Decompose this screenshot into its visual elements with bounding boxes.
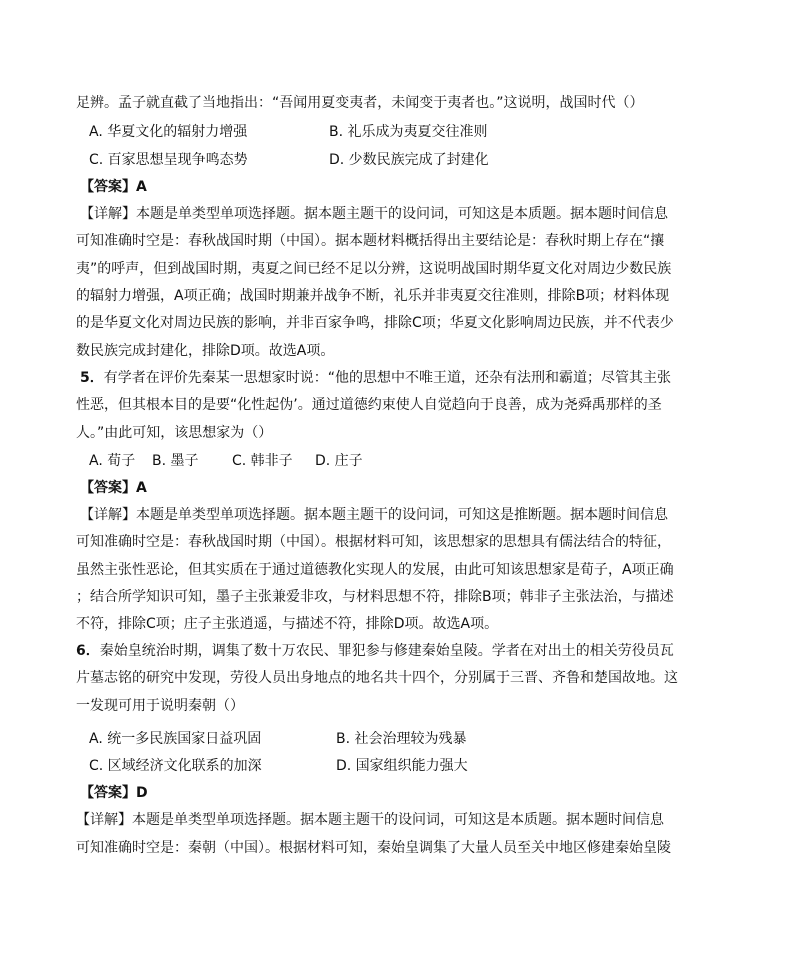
q6-option-d: D. 国家组织能力强大 [336, 758, 468, 774]
q4-option-d: D. 少数民族完成了封建化 [329, 152, 489, 168]
q4-stem-tail: 足辨。孟子就直截了当地指出：“吾闻用夏变夷者，未闻变于夷者也。”这说明，战国时代（） [76, 95, 644, 111]
q5-detail-line: 【详解】本题是单类型单项选择题。据本题主题干的设问词，可知这是推断题。据本题时间信息 [80, 507, 668, 523]
q6-option-b: B. 社会治理较为残暴 [336, 731, 467, 747]
q5-detail-line: 可知准确时空是：春秋战国时期（中国）。根据材料可知，该思想家的思想具有儒法结合的特征， [76, 534, 671, 550]
q6-stem-first [76, 641, 726, 661]
q6-stem-line: 秦始皇统治时期，调集了数十万农民、罪犯参与修建秦始皇陵。学者在对出土的相关劳役员瓦 [99, 643, 674, 659]
q6-answer: 【答案】D [80, 785, 148, 801]
q6-option-a: A. 统一多民族国家日益巩固 [89, 731, 262, 747]
q6-stem-line: 片墓志铭的研究中发现，劳役人员出身地点的地名共十四个，分别属于三晋、齐鲁和楚国故地。这 [76, 670, 678, 686]
q5-option-c: C. 韩非子 [232, 453, 293, 469]
q5-answer: 【答案】A [80, 480, 147, 496]
q4-detail-line: 的是华夏文化对周边民族的影响，并非百家争鸣，排除C项；华夏文化影响周边民族，并不代表少 [76, 315, 674, 331]
q4-detail-line: 可知准确时空是：春秋战国时期（中国）。据本题材料概括得出主要结论是：春秋时期上存在“攘 [76, 233, 665, 249]
q6-option-c: C. 区域经济文化联系的加深 [89, 758, 262, 774]
q5-number: 5． [80, 370, 104, 386]
q6-stem-line: 一发现可用于说明秦朝（） [76, 698, 244, 714]
q5-stem-line: 人。”由此可知，该思想家为（） [76, 425, 273, 441]
q4-detail-line: 夷”的呼声，但到战国时期，夷夏之间已经不足以分辨，这说明战国时期华夏文化对周边少数民族 [76, 261, 672, 277]
q4-option-b: B. 礼乐成为夷夏交往准则 [329, 124, 488, 140]
q6-detail-line: 【详解】本题是单类型单项选择题。据本题主题干的设问词，可知这是本质题。据本题时间信息 [76, 812, 664, 828]
q5-detail-line: 不符，排除C项；庄子主张逍遥，与描述不符，排除D项。故选A项。 [76, 616, 499, 632]
q5-option-b: B. 墨子 [152, 453, 199, 469]
q5-stem-line: 性恶，但其根本目的是要“化性起伪’。通过道德约束使人自觉趋向于良善，成为尧舜禹那样的圣 [76, 397, 662, 413]
q5-detail-line: 虽然主张性恶论，但其实质在于通过道德教化实现人的发展，由此可知该思想家是荀子，A项正确 [76, 562, 674, 578]
q4-option-a: A. 华夏文化的辐射力增强 [89, 124, 248, 140]
q5-stem-first [80, 368, 730, 388]
q4-detail-line: 数民族完成封建化，排除D项。故选A项。 [76, 343, 335, 359]
q4-answer: 【答案】A [80, 179, 147, 195]
q4-detail-line: 【详解】本题是单类型单项选择题。据本题主题干的设问词，可知这是本质题。据本题时间信息 [80, 206, 668, 222]
q5-detail-line: ；结合所学知识可知，墨子主张兼爱非攻，与材料思想不符，排除B项；韩非子主张法治，与描述 [76, 589, 674, 605]
q6-number: 6． [76, 643, 100, 659]
q5-option-a: A. 荀子 [89, 453, 136, 469]
q6-detail-line: 可知准确时空是：秦朝（中国）。根据材料可知，秦始皇调集了大量人员至关中地区修建秦始皇陵 [76, 840, 671, 856]
q5-option-d: D. 庄子 [315, 453, 363, 469]
q4-option-c: C. 百家思想呈现争鸣态势 [89, 152, 248, 168]
q4-detail-line: 的辐射力增强，A项正确；战国时期兼并战争不断，礼乐并非夷夏交往准则，排除B项；材料体现 [76, 288, 670, 304]
q5-stem-line: 有学者在评价先秦某一思想家时说：“他的思想中不唯王道，还杂有法刑和霸道；尽管其主张 [103, 370, 672, 386]
